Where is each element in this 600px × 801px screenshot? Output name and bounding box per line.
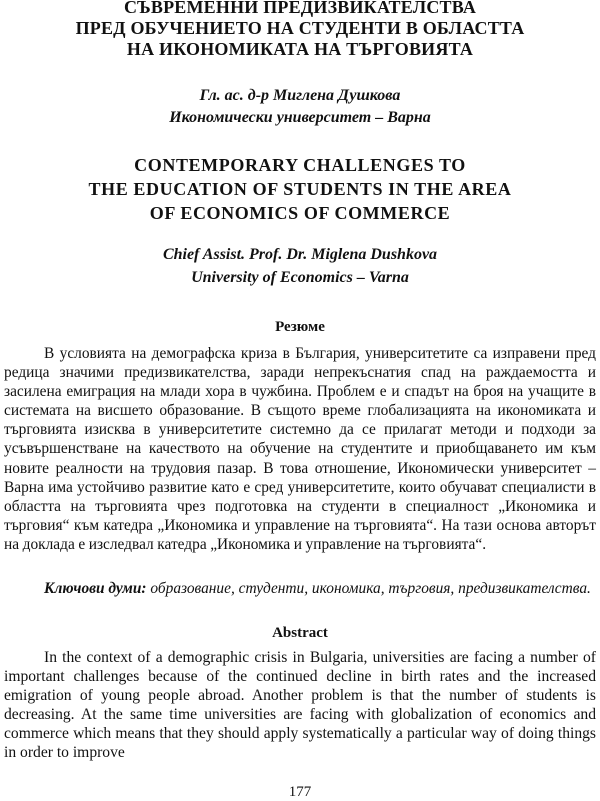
author-name-en: Chief Assist. Prof. Dr. Miglena Dushkova xyxy=(162,246,438,263)
abstract-paragraph: In the context of a demographic crisis in Bulgaria, universities are facing a number of important challenges because of the continued decline in birth rates and the increased emigration of young people abroad. Another problem is that the number of students is decreasing. At the same time universities are facing with globalization of economics and commerce which means that they should apply systematically a particular way of doing things in order to improve xyxy=(4,649,596,761)
author-affiliation-bg: Икономически университет – Варна xyxy=(169,109,431,126)
resume-heading: Резюме xyxy=(275,319,325,335)
title-en-line-3: OF ECONOMICS OF COMMERCE xyxy=(149,203,451,223)
title-en-line-2: THE EDUCATION OF STUDENTS IN THE AREA xyxy=(88,179,512,199)
author-name-bg: Гл. ас. д-р Миглена Душкова xyxy=(199,87,401,104)
keywords-text: образование, студенти, икономика, търговия, предизвикателства. xyxy=(146,580,591,597)
page-number: 177 xyxy=(288,784,312,800)
keywords-label: Ключови думи: xyxy=(44,580,147,597)
title-bg-line-1: СЪВРЕМЕННИ ПРЕДИЗВИКАТЕЛСТВА xyxy=(123,0,477,17)
resume-paragraph: В условията на демографска криза в България, университетите са изправени пред редица значими предизвикателства, заради непрекъснатия спад на раждаемостта и засилена емиграция на млади хора в чужбина. Проблем е и спадът на броя на учащите в системата на висшето образование. В същото време глобализацията на икономиката и търговията изисква в университетите системно да се прилагат методи и подходи за усъвършенстване на качеството на обучение на студентите и приобщаването им към новите реалности на трудовия пазар. В това отношение, Икономически университет – Варна има устойчиво развитие като е сред университетите, които обучават специалисти в областта на търговията чрез подготовка на студенти в специалност „Икономика и търговия“ към катедра „Икономика и управление на търговията“. На тази основа авторът на доклада е изследвал катедра „Икономика и управление на търговията“. xyxy=(4,345,596,553)
abstract-heading: Abstract xyxy=(272,625,328,641)
author-affiliation-en: University of Economics – Varna xyxy=(191,269,409,286)
title-bg-line-3: НА ИКОНОМИКАТА НА ТЪРГОВИЯТА xyxy=(126,39,474,59)
title-en-line-1: CONTEMPORARY CHALLENGES TO xyxy=(134,155,466,175)
title-bg-line-2: ПРЕД ОБУЧЕНИЕТО НА СТУДЕНТИ В ОБЛАСТТА xyxy=(75,18,525,38)
keywords-paragraph xyxy=(4,579,596,598)
